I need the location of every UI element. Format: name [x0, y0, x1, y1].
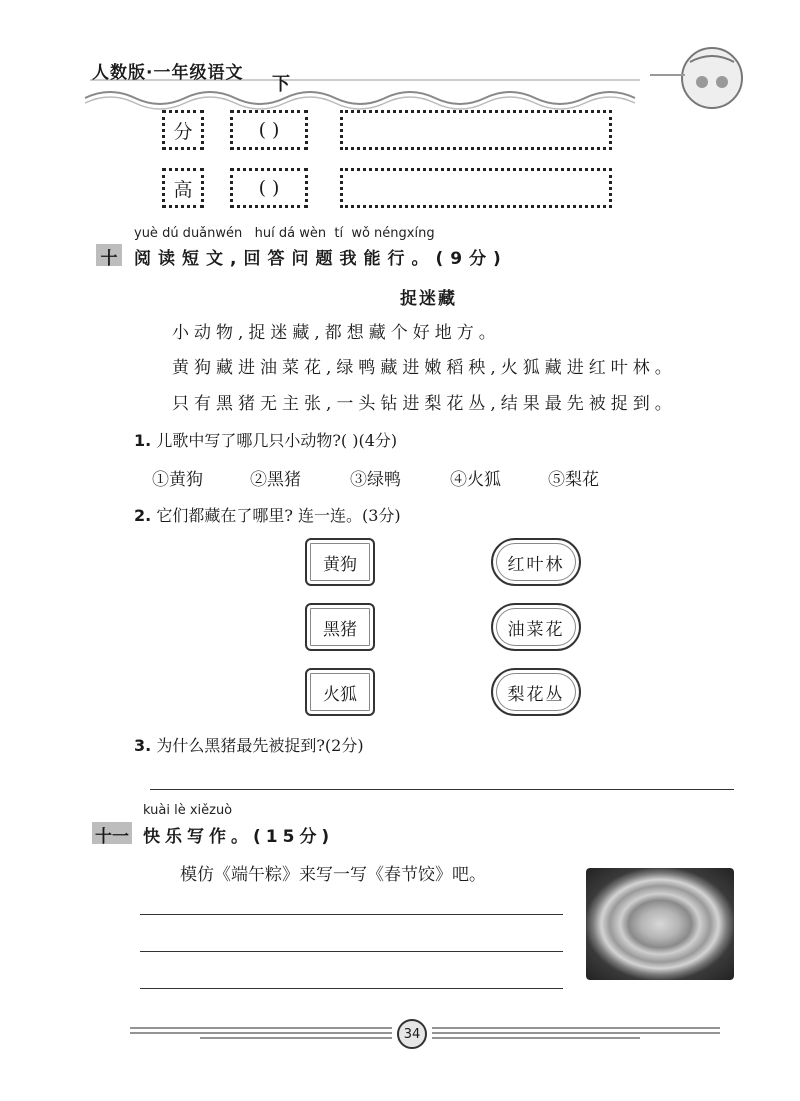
- dumplings-photo: [586, 868, 734, 980]
- word-char-box: 高: [162, 168, 204, 208]
- word-answer-box[interactable]: [340, 110, 612, 150]
- writing-line[interactable]: [140, 914, 563, 915]
- writing-line[interactable]: [140, 951, 563, 952]
- question-1: 1. 儿歌中写了哪几只小动物?( )(4分): [134, 431, 398, 450]
- option-2: ②黑猪: [250, 470, 301, 490]
- edition-label: 人数版·一年级语文: [92, 63, 244, 83]
- option-4: ④火狐: [450, 470, 501, 490]
- volume-label: 下: [272, 74, 290, 95]
- writing-prompt: 模仿《端午粽》来写一写《春节饺》吧。: [180, 865, 486, 885]
- animal-box[interactable]: 火狐: [305, 668, 375, 716]
- section10-pinyin: yuè dú duǎnwén huí dá wèn tí wǒ néngxíng: [134, 226, 435, 241]
- option-5: ⑤梨花: [548, 470, 599, 490]
- word-answer-box[interactable]: [340, 168, 612, 208]
- place-box[interactable]: 油菜花: [491, 603, 581, 651]
- section10-number: 十: [96, 244, 122, 266]
- pinyin-answer-box[interactable]: ( ): [230, 110, 308, 150]
- word-char-box: 分: [162, 110, 204, 150]
- story-line: 黄狗藏进油菜花,绿鸭藏进嫩稻秧,火狐藏进红叶林。: [172, 358, 677, 378]
- option-3: ③绿鸭: [350, 470, 401, 490]
- writing-line[interactable]: [140, 988, 563, 989]
- story-line: 小动物,捉迷藏,都想藏个好地方。: [172, 323, 501, 343]
- animal-box[interactable]: 黑猪: [305, 603, 375, 651]
- story-title: 捉迷藏: [400, 289, 457, 309]
- page-number: 34: [397, 1019, 427, 1049]
- answer-line[interactable]: [150, 789, 734, 790]
- animal-box[interactable]: 黄狗: [305, 538, 375, 586]
- section11-pinyin: kuài lè xiězuò: [143, 803, 233, 818]
- section10-title: 阅读短文,回答问题我能行。(9分): [134, 249, 508, 269]
- question-3: 3. 为什么黑猪最先被捉到?(2分): [134, 736, 364, 755]
- section11-title: 快乐写作。(15分): [143, 827, 335, 847]
- place-box[interactable]: 梨花丛: [491, 668, 581, 716]
- section11-number: 十一: [92, 822, 132, 844]
- story-line: 只有黑猪无主张,一头钻进梨花丛,结果最先被捉到。: [172, 394, 677, 414]
- question-2: 2. 它们都藏在了哪里? 连一连。(3分): [134, 506, 401, 525]
- option-1: ①黄狗: [152, 470, 203, 490]
- place-box[interactable]: 红叶林: [491, 538, 581, 586]
- pinyin-answer-box[interactable]: ( ): [230, 168, 308, 208]
